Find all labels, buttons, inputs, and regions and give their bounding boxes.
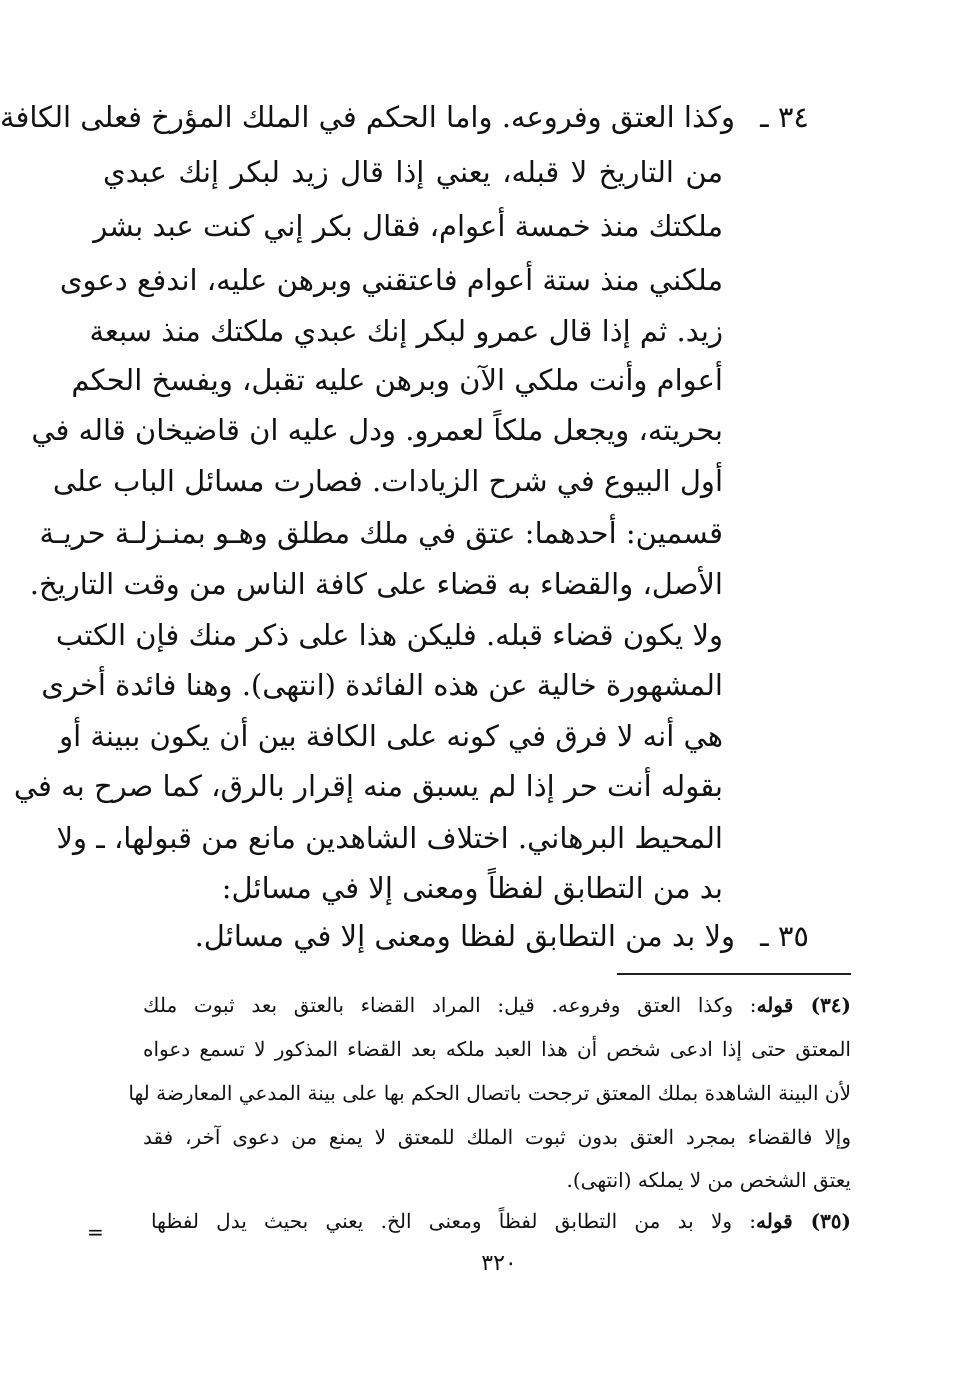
body-line: من التاريخ لا قبله، يعني إذا قال زيد لبكر إنك عبدي: [103, 155, 723, 189]
body-line: ملكني منذ ستة أعوام فاعتقني وبرهن عليه، اندفع دعوى: [59, 263, 723, 297]
body-line: بحريته، ويجعل ملكاً لعمرو. ودل عليه ان قاضيخان قاله في: [31, 413, 723, 447]
body-line: بقوله أنت حر إذا لم يسبق منه إقرار بالرق، كما صرح به في: [13, 769, 723, 803]
footnote-35-line: [151, 1204, 851, 1238]
footnote-34-head: (٣٤) قوله: [756, 993, 851, 1017]
footnote-35-head: (٣٥) قوله: [756, 1209, 851, 1233]
body-line: قسمين: أحدهما: عتق في ملك مطلق وهـو بمنـزلـة حريـة: [39, 516, 723, 550]
footnote-line: يعتق الشخص من لا يملكه (انتهى).: [566, 1168, 851, 1192]
footnote-line: لأن البينة الشاهدة بملك المعتق ترجحت باتصال الحكم بها على بينة المدعي المعارضة لها: [128, 1081, 851, 1105]
footnote-34-text: : وكذا العتق وفروعه. قيل: المراد القضاء بالعتق بعد ثبوت ملك: [143, 993, 757, 1017]
continuation-mark: =: [87, 1220, 104, 1244]
body-line: وكذا العتق وفروعه. واما الحكم في الملك المؤرخ فعلى الكافة: [0, 100, 735, 134]
body-line: ولا بد من التطابق لفظا ومعنى إلا في مسائل.: [194, 919, 735, 953]
body-line: ملكتك منذ خمسة أعوام، فقال بكر إني كنت عبد بشر: [93, 209, 723, 243]
footnote-35-text: : ولا بد من التطابق لفظاً ومعنى الخ. يعني بحيث يدل لفظها: [151, 1209, 756, 1233]
footnote-separator: [617, 973, 851, 975]
paragraph-34-number: ٣٤ ـ: [760, 100, 809, 134]
page-number: ٣٢٠: [481, 1251, 517, 1276]
body-line: الأصل، والقضاء به قضاء على كافة الناس من وقت التاريخ.: [29, 567, 723, 601]
body-line: هي أنه لا فرق في كونه على الكافة بين أن يكون ببينة أو: [59, 719, 723, 753]
footnote-line: وإلا فالقضاء بمجرد العتق بدون ثبوت الملك للمعتق لا يمنع من دعوى آخر، فقد: [143, 1125, 851, 1149]
footnote-line: المعتق حتى إذا ادعى شخص أن هذا العبد ملكه بعد القضاء المذكور لا تسمع دعواه: [143, 1037, 851, 1061]
body-line: المشهورة خالية عن هذه الفائدة (انتهى). وهنا فائدة أخرى: [41, 668, 723, 702]
body-line: بد من التطابق لفظاً ومعنى إلا في مسائل:: [221, 871, 723, 905]
body-line: أول البيوع في شرح الزيادات. فصارت مسائل الباب على: [52, 464, 723, 498]
body-line: ولا يكون قضاء قبله. فليكن هذا على ذكر منك فإن الكتب: [55, 618, 723, 652]
body-line: أعوام وأنت ملكي الآن وبرهن عليه تقبل، ويفسخ الحكم: [71, 363, 723, 397]
body-line: المحيط البرهاني. اختلاف الشاهدين مانع من قبولها، ـ ولا: [56, 821, 723, 855]
body-line: زيد. ثم إذا قال عمرو لبكر إنك عبدي ملكتك منذ سبعة: [89, 314, 723, 348]
footnote-34-line: [143, 988, 851, 1022]
paragraph-35-number: ٣٥ ـ: [760, 919, 809, 953]
